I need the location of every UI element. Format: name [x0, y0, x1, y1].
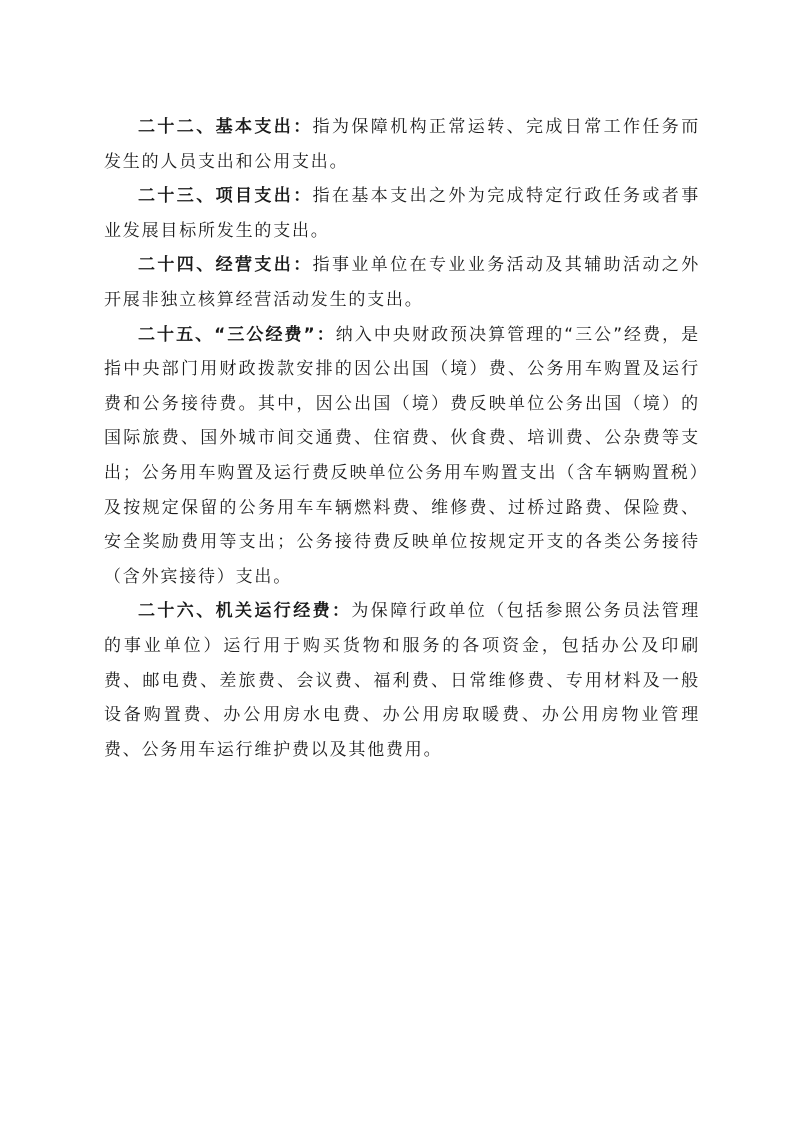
- definition-paragraph-26: [104, 594, 700, 767]
- definition-term: 二十六、机关运行经费：: [138, 601, 352, 622]
- definition-text: 指事业单位在专业业务活动及其辅助活动之外开展非独立核算经营活动发生的支出。: [104, 255, 701, 310]
- definition-term: 二十四、经营支出：: [138, 255, 313, 276]
- definition-term: 二十二、基本支出：: [138, 117, 313, 137]
- definition-term: 二十三、项目支出：: [138, 186, 313, 207]
- document-body: [104, 110, 700, 767]
- definition-paragraph-25: [104, 318, 700, 595]
- definition-text: 纳入中央财政预决算管理的“三公”经费，是指中央部门用财政拨款安排的因公出国（境）费、公务用车购置及运行费和公务接待费。其中，因公出国（境）费反映单位公务出国（境）的国际旅费、国外城市间交通费、住宿费、伙食费、培训费、公杂费等支出；公务用车购置及运行费反映单位公务用车购置支出（含车辆购置税）及按规定保留的公务用车车辆燃料费、维修费、过桥过路费、保险费、安全奖励费用等支出；公务接待费反映单位按规定开支的各类公务接待（含外宾接待）支出。: [104, 324, 700, 587]
- definition-term: 二十五、“三公经费”：: [138, 324, 336, 345]
- definition-paragraph-22: [104, 110, 700, 179]
- definition-text: 为保障行政单位（包括参照公务员法管理的事业单位）运行用于购买货物和服务的各项资金，包括办公及印刷费、邮电费、差旅费、会议费、福利费、日常维修费、专用材料及一般设备购置费、办公用房水电费、办公用房取暖费、办公用房物业管理费、公务用车运行维护费以及其他费用。: [104, 601, 700, 760]
- definition-paragraph-23: [104, 179, 700, 248]
- definition-text: 指为保障机构正常运转、完成日常工作任务而发生的人员支出和公用支出。: [104, 117, 701, 172]
- definition-text: 指在基本支出之外为完成特定行政任务或者事业发展目标所发生的支出。: [104, 186, 701, 241]
- definition-paragraph-24: [104, 248, 700, 317]
